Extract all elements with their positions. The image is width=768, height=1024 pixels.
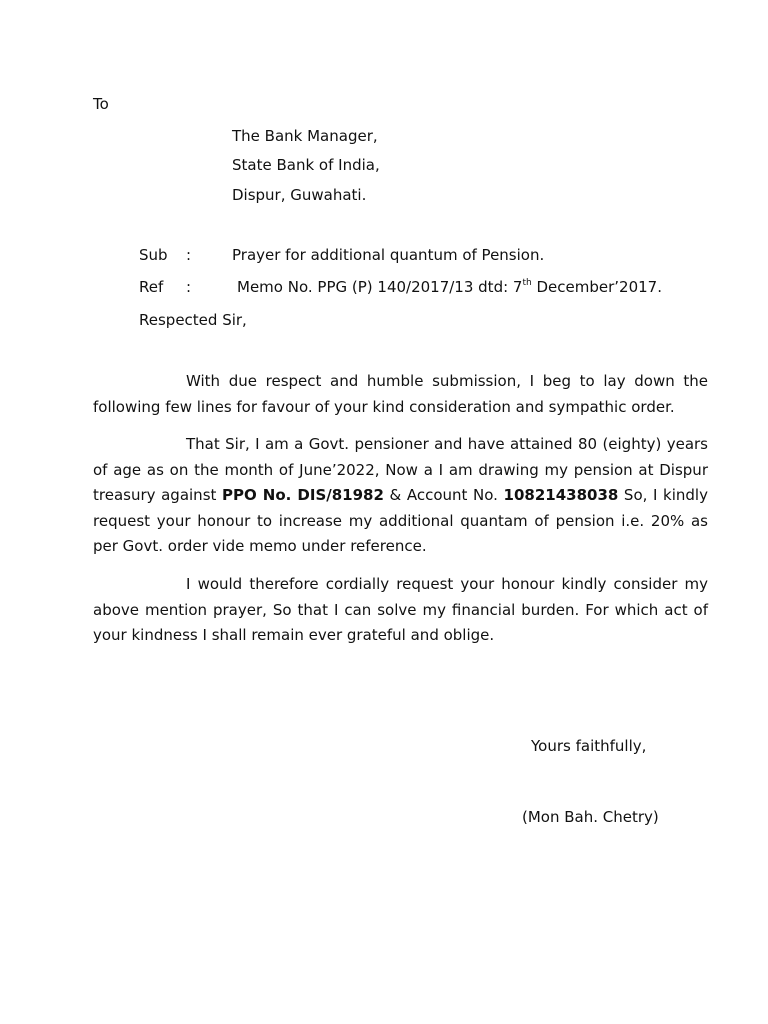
- reference-date-suffix: th: [522, 278, 532, 288]
- paragraph-3: I would therefore cordially request your honour kindly consider my above mention prayer, So that I can solve my financial burden. For which act of your kindness I shall remain ever grateful and oblige.: [93, 575, 708, 644]
- to-label: To: [93, 95, 109, 113]
- recipient-line-3: Dispur, Guwahati.: [232, 186, 367, 204]
- subject-colon: :: [186, 246, 192, 264]
- signature: (Mon Bah. Chetry): [522, 808, 659, 826]
- paragraph-1: With due respect and humble submission, I beg to lay down the following few lines for favour of your kind consideration and sympathic order.: [93, 372, 708, 416]
- recipient-line-2: State Bank of India,: [232, 156, 380, 174]
- reference-text-main: Memo No. PPG (P) 140/2017/13 dtd: 7: [237, 278, 523, 296]
- account-number: 10821438038: [503, 486, 619, 504]
- reference-colon: :: [186, 278, 192, 296]
- reference-text: [237, 278, 662, 296]
- paragraph-2-part-2: & Account No.: [383, 486, 504, 504]
- salutation: Respected Sir,: [139, 311, 247, 329]
- subject-text: Prayer for additional quantum of Pension.: [232, 246, 545, 264]
- subject-label: Sub: [139, 246, 168, 264]
- closing: Yours faithfully,: [531, 737, 647, 755]
- paragraph-2-part-1: That Sir, I am a Govt. pensioner and have attained 80 (eighty) years of age as on the month of June’2022, Now a I am drawing my pension at Dispur treasury against: [93, 435, 708, 504]
- ppo-number: PPO No. DIS/81982: [222, 486, 384, 504]
- reference-text-end: December’2017.: [531, 278, 662, 296]
- paragraph-2: [93, 432, 708, 560]
- reference-label: Ref: [139, 278, 164, 296]
- recipient-line-1: The Bank Manager,: [232, 127, 378, 145]
- paragraph-2-part-3: So, I kindly request your honour to increase my additional quantam of pension i.e. 20% as per Govt. order vide memo under reference.: [93, 486, 708, 555]
